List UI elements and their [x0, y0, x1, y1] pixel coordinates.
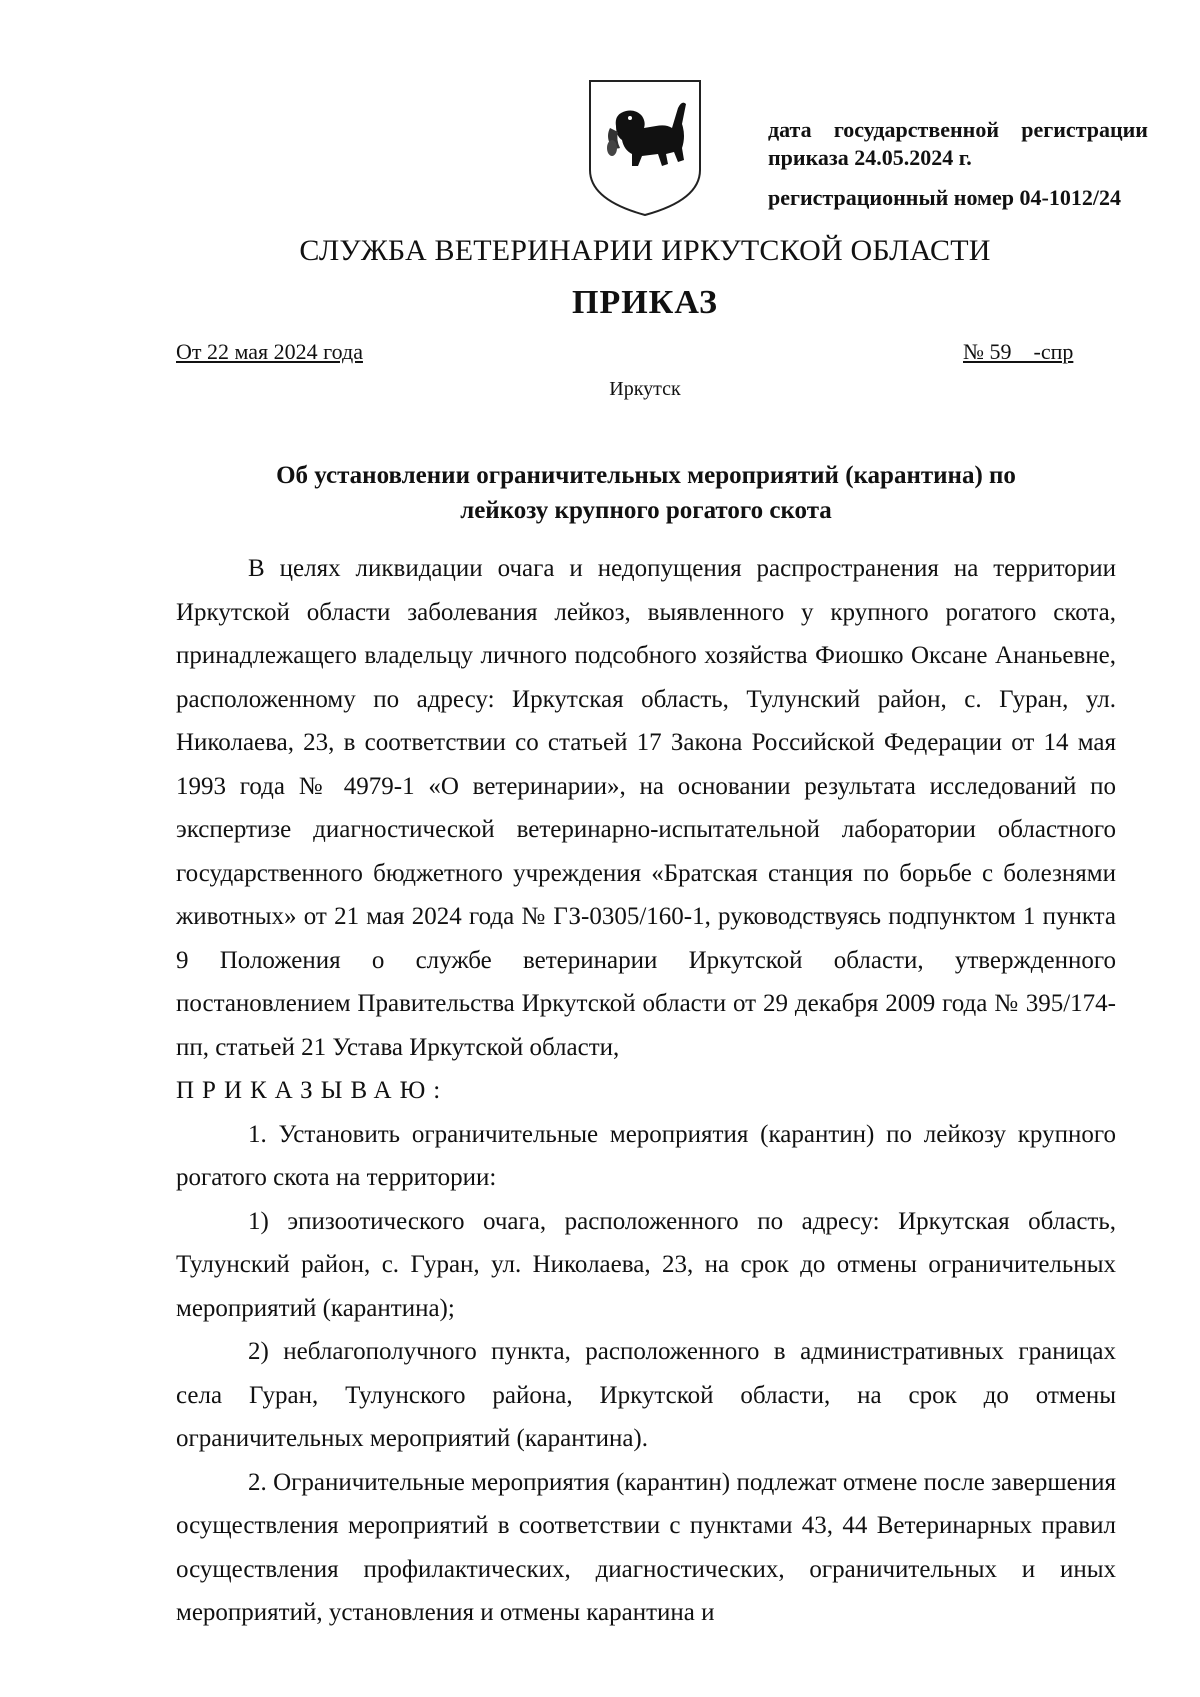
registration-word: государственной: [833, 117, 999, 142]
coat-of-arms-emblem: [586, 78, 704, 218]
subject-line: лейкозу крупного рогатого скота: [460, 497, 832, 524]
registration-number: регистрационный номер 04-1012/24: [768, 185, 1121, 210]
order-number: № 59 -спр: [963, 339, 1074, 364]
order-subject: [176, 458, 1116, 528]
preamble-paragraph: В целях ликвидации очага и недопущения распространения на территории Иркутской области заболевания лейкоз, выявленного у крупного рогатого скота, принадлежащего владельцу личного подсобного хозяйства Фиошко Оксане Ананьевне, расположенному по адресу: Иркутская область, Тулунский район, с. Гуран, ул. Николаева, 23, в соответствии со статьей 17 Закона Российской Федерации от 14 мая 1993 года № 4979-1 «О ветеринарии», на основании результата исследований по экспертизе диагностической ветеринарно-испытательной лаборатории областного государственного бюджетного учреждения «Братская станция по борьбе с болезнями животных» от 21 мая 2024 года № ГЗ-0305/160-1, руководствуясь подпунктом 1 пункта 9 Положения о службе ветеринарии Иркутской области, утвержденного постановлением Правительства Иркутской области от 29 декабря 2009 года № 395/174-пп, статьей 21 Устава Иркутской области,: [176, 555, 1116, 1061]
registration-date: приказа 24.05.2024 г.: [768, 145, 972, 170]
registration-word: дата: [768, 117, 812, 142]
order-item-1: 1. Установить ограничительные мероприятия (карантин) по лейкозу крупного рогатого скота на территории:: [176, 1120, 1116, 1191]
order-subitem-1-2: 2) неблагополучного пункта, расположенного в административных границах села Гуран, Тулунского района, Иркутской области, на срок до отмены ограничительных мероприятий (карантина).: [176, 1338, 1116, 1452]
registration-info: [768, 116, 1148, 212]
organization-title: СЛУЖБА ВЕТЕРИНАРИИ ИРКУТСКОЙ ОБЛАСТИ: [299, 234, 991, 267]
subject-line: Об установлении ограничительных мероприятий (карантина) по: [276, 462, 1016, 489]
order-city: Иркутск: [609, 378, 681, 400]
order-date: От 22 мая 2024 года: [176, 339, 363, 364]
order-body: [176, 547, 1116, 1635]
order-word: ПРИКАЗЫВАЮ:: [176, 1077, 449, 1104]
registration-line-1: [768, 116, 1148, 144]
registration-word: регистрации: [1021, 117, 1148, 142]
order-item-2: 2. Ограничительные мероприятия (карантин) подлежат отмене после завершения осуществления мероприятий в соответствии с пунктами 43, 44 Ветеринарных правил осуществления профилактических, диагностических, ограничительных и иных мероприятий, установления и отмены карантина и: [176, 1468, 1116, 1626]
order-subitem-1-1: 1) эпизоотического очага, расположенного по адресу: Иркутская область, Тулунский район, с. Гуран, ул. Николаева, 23, на срок до отмены ограничительных мероприятий (карантина);: [176, 1207, 1116, 1322]
document-type: ПРИКАЗ: [572, 284, 718, 321]
